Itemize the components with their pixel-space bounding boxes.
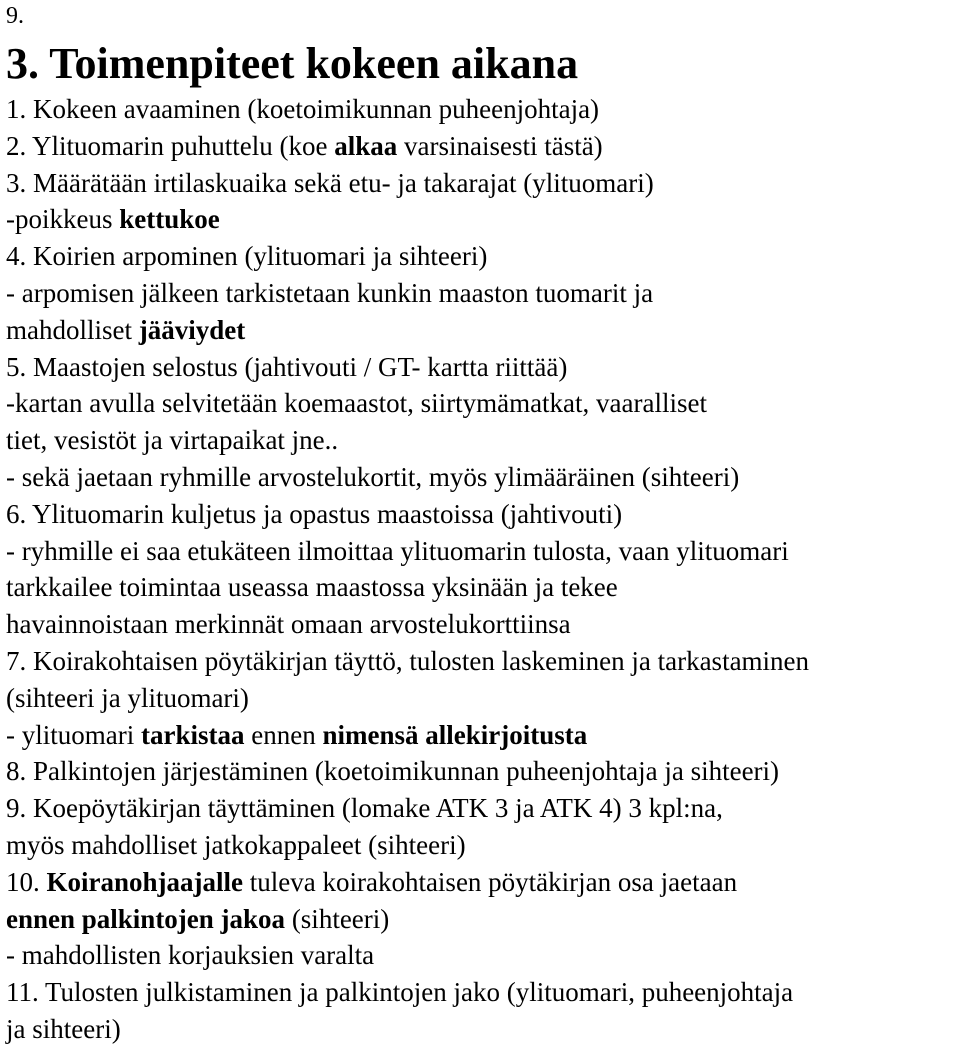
text-line <box>6 864 956 901</box>
emphasized-text: ennen palkintojen jakoa <box>6 903 286 934</box>
text-segment: ja sihteeri) <box>6 1013 121 1044</box>
text-segment: tarkkailee toimintaa useassa maastossa yksinään ja tekee <box>6 572 618 603</box>
text-segment: 10. <box>6 866 47 897</box>
text-segment: - ylituomari <box>6 719 141 750</box>
procedure-list <box>6 91 956 1048</box>
text-segment: 2. Ylituomarin puhuttelu (koe <box>6 130 335 161</box>
text-line <box>6 201 956 238</box>
emphasized-text: kettukoe <box>119 204 220 235</box>
text-line <box>6 569 956 606</box>
text-line <box>6 717 956 754</box>
text-segment: tiet, vesistöt ja virtapaikat jne.. <box>6 425 339 456</box>
text-line <box>6 422 956 459</box>
text-line <box>6 165 956 202</box>
text-line <box>6 459 956 496</box>
text-line <box>6 312 956 349</box>
emphasized-text: nimensä allekirjoitusta <box>322 719 588 750</box>
text-segment: 8. Palkintojen järjestäminen (koetoimikunnan puheenjohtaja ja sihteeri) <box>6 756 780 787</box>
text-line <box>6 937 956 974</box>
text-segment: 6. Ylituomarin kuljetus ja opastus maastoissa (jahtivouti) <box>6 498 623 529</box>
text-segment: -poikkeus <box>6 204 120 235</box>
text-segment: 7. Koirakohtaisen pöytäkirjan täyttö, tulosten laskeminen ja tarkastaminen <box>6 645 810 676</box>
text-line <box>6 91 956 128</box>
page-number: 9. <box>6 3 24 29</box>
text-segment: mahdolliset <box>6 314 139 345</box>
text-line <box>6 349 956 386</box>
text-line <box>6 790 956 827</box>
text-segment: (sihteeri) <box>285 903 390 934</box>
text-line <box>6 533 956 570</box>
text-segment: ennen <box>244 719 323 750</box>
text-line <box>6 753 956 790</box>
text-line <box>6 606 956 643</box>
text-line <box>6 1011 956 1048</box>
text-line <box>6 974 956 1011</box>
text-segment: 1. Kokeen avaaminen (koetoimikunnan puheenjohtaja) <box>6 94 600 124</box>
text-segment: 5. Maastojen selostus (jahtivouti / GT- kartta riittää) <box>6 351 568 382</box>
text-line <box>6 385 956 422</box>
text-line <box>6 827 956 864</box>
text-line <box>6 238 956 275</box>
text-segment: 9. Koepöytäkirjan täyttäminen (lomake ATK 3 ja ATK 4) 3 kpl:na, <box>6 793 723 824</box>
text-segment: - ryhmille ei saa etukäteen ilmoittaa ylituomarin tulosta, vaan ylituomari <box>6 535 789 566</box>
text-segment: 3. Määrätään irtilaskuaika sekä etu- ja takarajat (ylituomari) <box>6 167 654 198</box>
text-segment: myös mahdolliset jatkokappaleet (sihteeri) <box>6 829 466 860</box>
text-line <box>6 496 956 533</box>
emphasized-text: Koiranohjaajalle <box>46 866 243 897</box>
text-segment: - sekä jaetaan ryhmille arvostelukortit, myös ylimääräinen (sihteeri) <box>6 461 740 492</box>
text-segment: - arpomisen jälkeen tarkistetaan kunkin maaston tuomarit ja <box>6 277 654 308</box>
text-segment: havainnoistaan merkinnät omaan arvostelukorttiinsa <box>6 609 571 640</box>
text-line <box>6 680 956 717</box>
text-segment: 4. Koirien arpominen (ylituomari ja sihteeri) <box>6 241 488 272</box>
text-line <box>6 275 956 312</box>
text-line <box>6 643 956 680</box>
emphasized-text: alkaa <box>334 130 398 161</box>
text-line <box>6 128 956 165</box>
page-title: 3. Toimenpiteet kokeen aikana <box>6 39 579 88</box>
text-segment: -kartan avulla selvitetään koemaastot, siirtymämatkat, vaaralliset <box>6 388 707 419</box>
emphasized-text: tarkistaa <box>140 719 245 750</box>
text-segment: 11. Tulosten julkistaminen ja palkintojen jako (ylituomari, puheenjohtaja <box>6 977 794 1008</box>
text-segment: tuleva koirakohtaisen pöytäkirjan osa jaetaan <box>243 866 738 897</box>
text-segment: varsinaisesti tästä) <box>397 130 603 161</box>
text-line <box>6 901 956 938</box>
text-segment: (sihteeri ja ylituomari) <box>6 682 249 713</box>
emphasized-text: jääviydet <box>138 314 246 345</box>
text-segment: - mahdollisten korjauksien varalta <box>6 940 375 971</box>
